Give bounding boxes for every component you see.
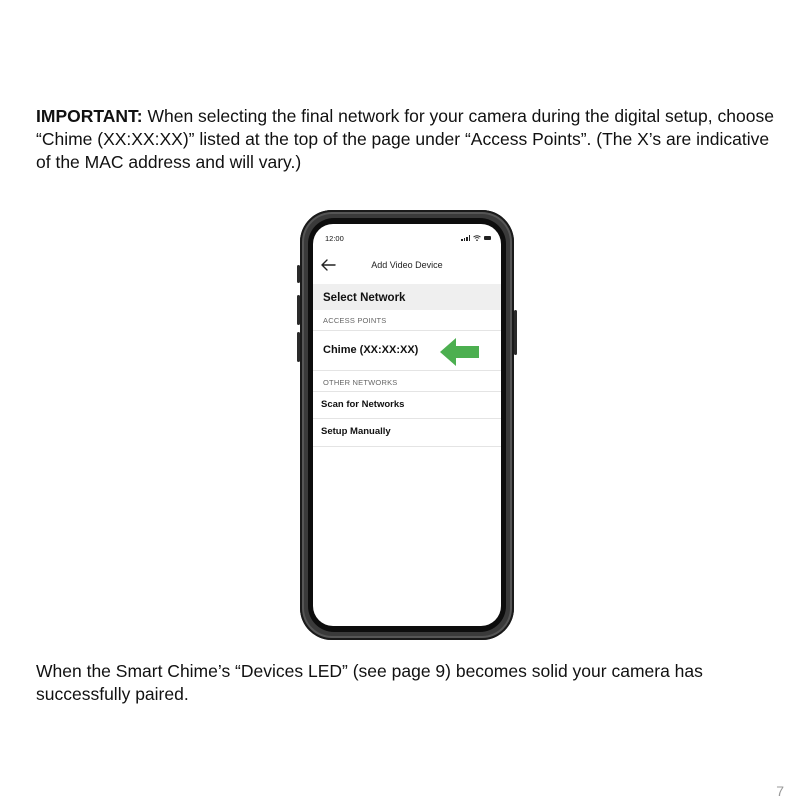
signal-icon — [461, 235, 470, 241]
page-number: 7 — [776, 783, 784, 799]
wifi-icon — [473, 235, 481, 241]
scan-for-networks-label: Scan for Networks — [321, 399, 405, 410]
select-network-header — [313, 284, 501, 310]
divider — [313, 330, 501, 331]
phone-illustration — [300, 210, 514, 640]
other-networks-label: OTHER NETWORKS — [323, 378, 398, 387]
setup-manually-label: Setup Manually — [321, 426, 391, 437]
phone-side-button-left-mid — [297, 295, 300, 325]
phone-side-button-left-low — [297, 332, 300, 362]
setup-manually-row[interactable] — [313, 419, 501, 445]
divider — [313, 446, 501, 447]
phone-bezel — [308, 218, 506, 632]
important-note — [36, 105, 776, 174]
battery-icon — [484, 236, 491, 240]
phone-side-button-left-top — [297, 265, 300, 283]
status-bar — [323, 233, 491, 245]
divider — [313, 370, 501, 371]
scan-for-networks-row[interactable] — [313, 392, 501, 418]
important-label: IMPORTANT: — [36, 106, 143, 126]
nav-bar — [313, 252, 501, 280]
important-text: When selecting the final network for your camera during the digital setup, choose “Chime (XX:XX:XX)” listed at the top of the page under “Access Points”. (The X’s are indicative of the MAC address and will vary.) — [36, 106, 774, 172]
screen-title: Add Video Device — [371, 260, 443, 270]
chime-network-label: Chime (XX:XX:XX) — [323, 344, 419, 356]
phone-side-button-right — [514, 310, 517, 355]
green-arrow-icon — [440, 337, 480, 367]
access-points-label: ACCESS POINTS — [323, 316, 387, 325]
arrow-shape — [440, 338, 479, 366]
pairing-note: When the Smart Chime’s “Devices LED” (see page 9) becomes solid your camera has successfully paired. — [36, 661, 703, 704]
select-network-title: Select Network — [323, 292, 406, 304]
phone-screen — [313, 224, 501, 626]
status-time: 12:00 — [325, 234, 344, 243]
status-icons — [461, 235, 491, 241]
chime-network-row[interactable] — [313, 334, 501, 370]
